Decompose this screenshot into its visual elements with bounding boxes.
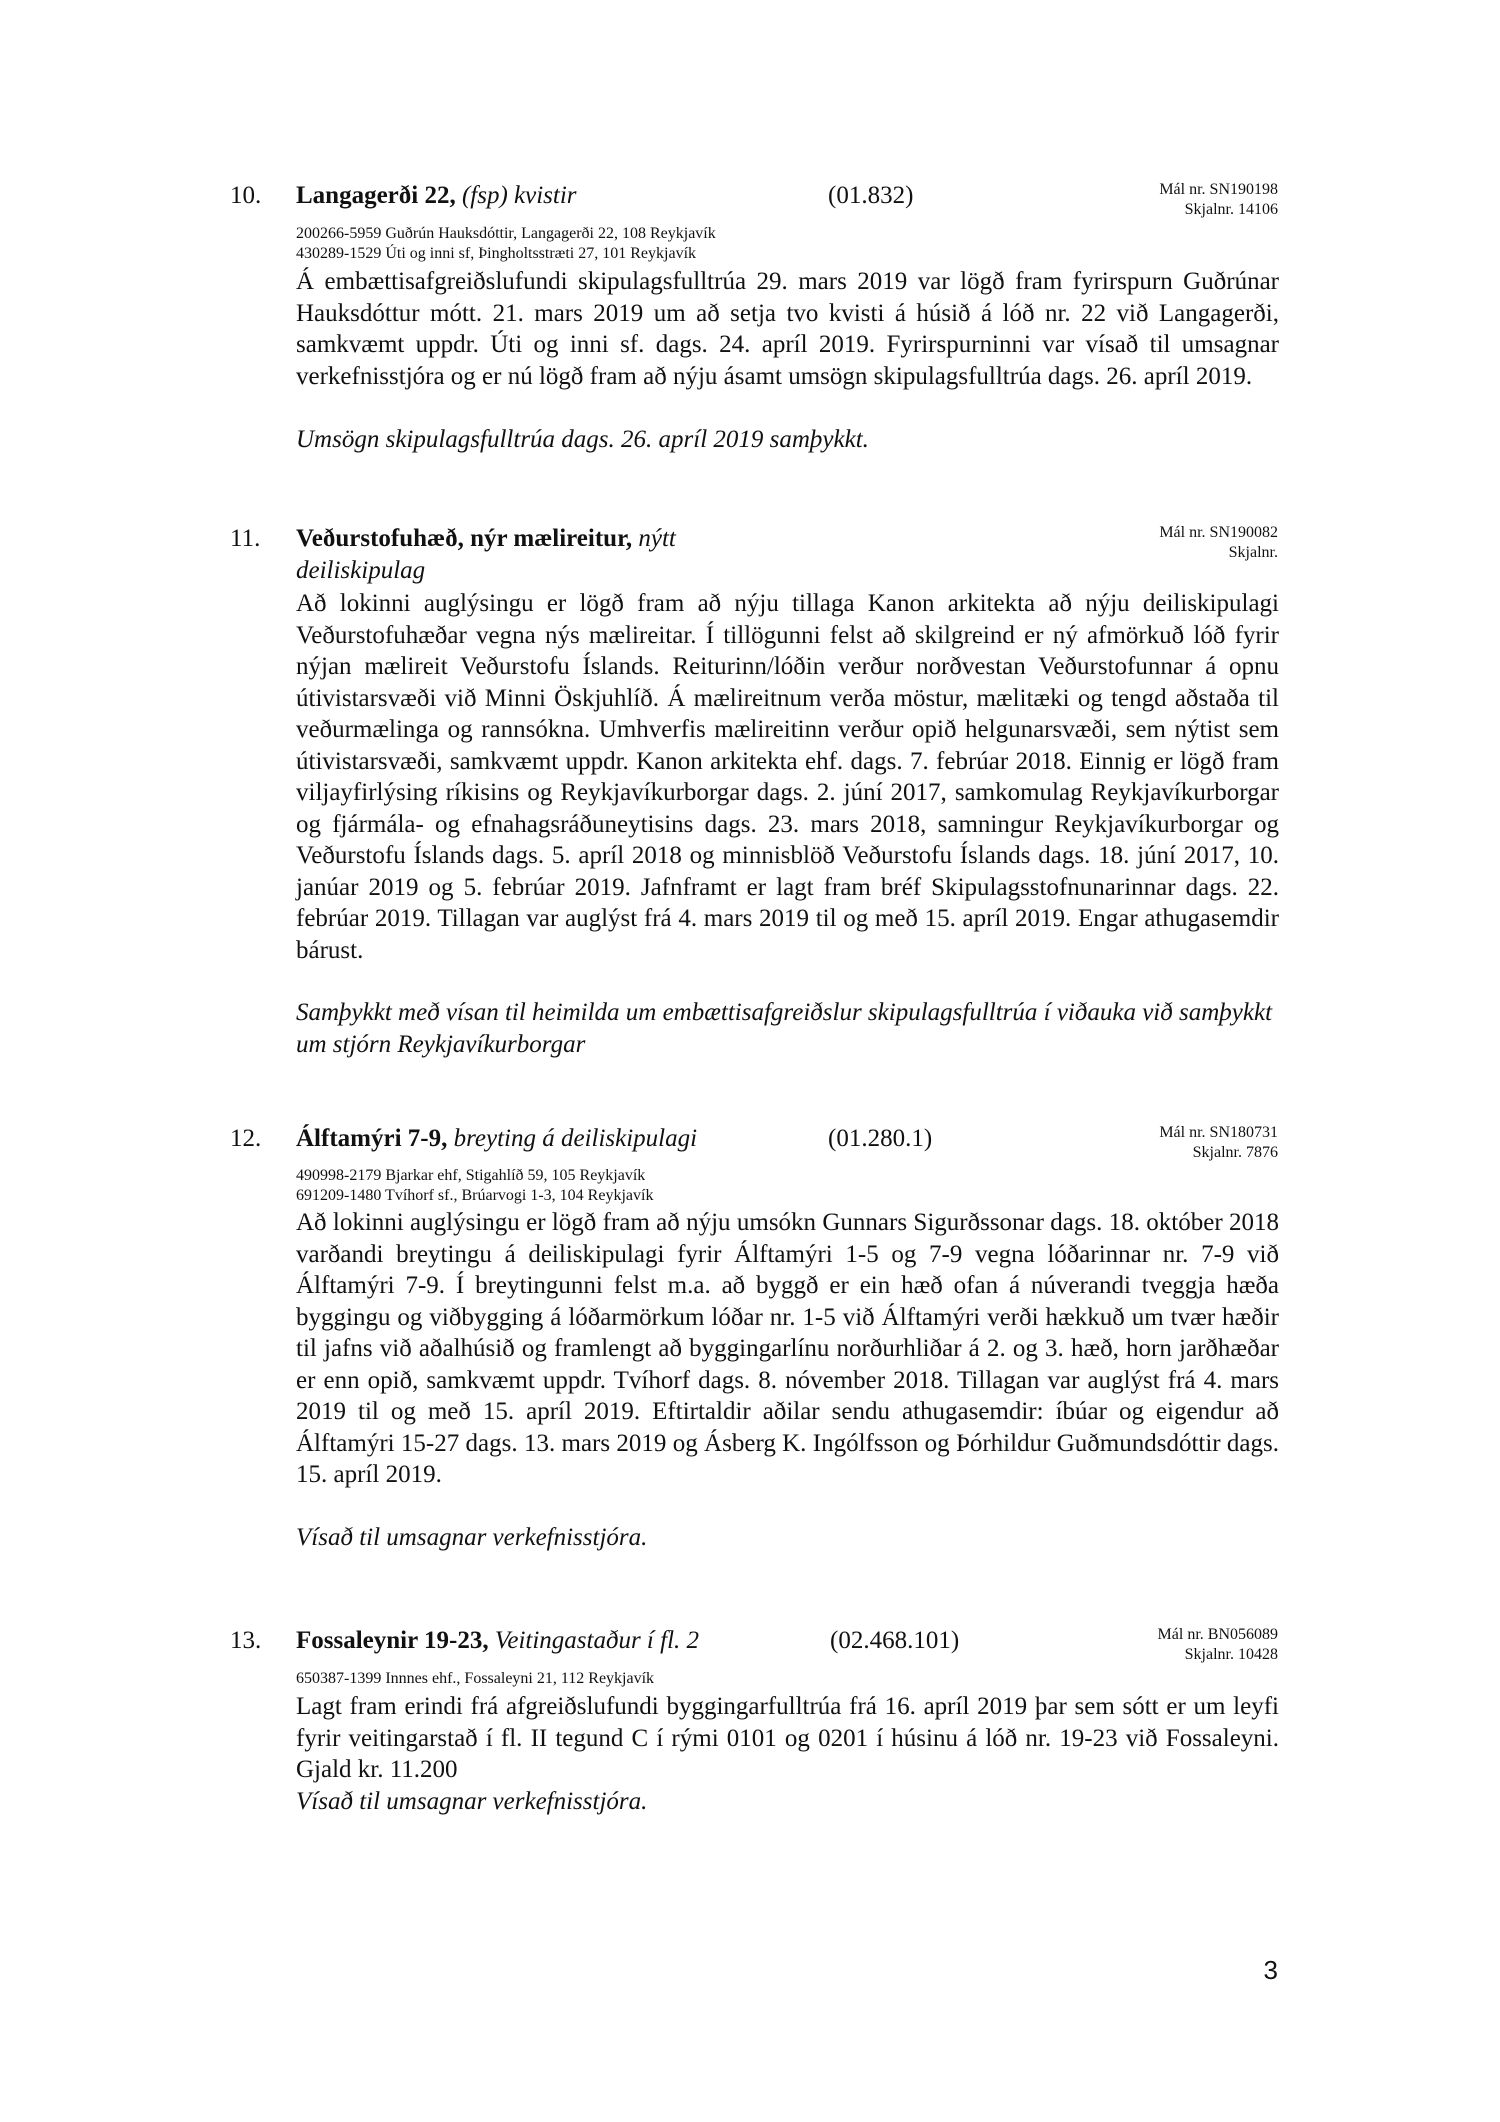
item-subtitle: breyting á deiliskipulagi [453,1125,698,1152]
item-reference [1158,1625,1278,1665]
item-body-text: Á embættisafgreiðslufundi skipulagsfulltrúa 29. mars 2019 var lögð fram fyrirspurn Guðrúnar Hauksdóttur mótt. 21. mars 2019 um að setja tvo kvisti á húsið á lóð nr. 22 við Langagerði, samkvæmt uppdr. Úti og inni sf. dags. 24. apríl 2019. Fyrirspurninni var vísað til umsagnar verkefnisstjóra og er nú lögð fram að nýju ásamt umsögn skipulagsfulltrúa dags. 26. apríl 2019. [296,268,1279,390]
party-line: 650387-1399 Innnes ehf., Fossaleyni 21, 112 Reykjavík [296,1670,655,1687]
item-body [296,1691,1279,1786]
item-parties [296,1669,654,1689]
item-number: 10. [230,182,262,209]
item-name: Veðurstofuhæð, nýr mælireitur, [296,525,633,552]
case-number: Mál nr. SN190198 [1159,181,1278,198]
item-body-text: Lagt fram erindi frá afgreiðslufundi byggingarfulltrúa frá 16. apríl 2019 þar sem sótt er um leyfi fyrir veitingarstað í fl. II tegund C í rými 0101 og 0201 í húsinu á lóð nr. 19-23 við Fossaleyni. Gjald kr. 11.200 [296,1693,1279,1783]
item-conclusion: Vísað til umsagnar verkefnisstjóra. [296,1524,648,1551]
item-code: (02.468.101) [830,1627,960,1654]
item-reference [1159,523,1278,563]
case-number: Mál nr. SN180731 [1159,1124,1278,1141]
document-number: Skjalnr. 14106 [1184,201,1278,218]
item-subtitle: Veitingastaður í fl. 2 [494,1627,700,1654]
item-title [296,1625,699,1657]
item-parties [296,224,716,264]
item-number: 12. [230,1125,262,1152]
item-title [296,180,577,212]
item-reference [1159,1123,1278,1163]
party-line: 200266-5959 Guðrún Hauksdóttir, Langagerði 22, 108 Reykjavík [296,225,716,242]
item-code: (01.280.1) [828,1125,933,1152]
item-conclusion: Umsögn skipulagsfulltrúa dags. 26. apríl 2019 samþykkt. [296,426,869,453]
item-name: Álftamýri 7-9, [296,1125,448,1152]
item-subtitle: (fsp) kvistir [461,182,577,209]
item-conclusion: Vísað til umsagnar verkefnisstjóra. [296,1788,648,1815]
item-reference [1159,180,1278,220]
document-number: Skjalnr. [1228,544,1278,561]
case-number: Mál nr. SN190082 [1159,524,1278,541]
item-body-text: Að lokinni auglýsingu er lögð fram að nýju tillaga Kanon arkitekta að nýju deiliskipulagi Veðurstofuhæðar vegna nýs mælireitar. Í tillögunni felst að skilgreind er ný afmörkuð lóð fyrir nýjan mælireit Veðurstofu Íslands. Reiturinn/lóðin verður norðvestan Veðurstofunnar á opnu útivistarsvæði við Minni Öskjuhlíð. Á mælireitnum verða möstur, mælitæki og tengd aðstaða til veðurmælinga og rannsókna. Umhverfis mælireitinn verður opið helgunarsvæði, sem nýtist sem útivistarsvæði, samkvæmt uppdr. Kanon arkitekta ehf. dags. 7. febrúar 2018. Einnig er lögð fram viljayfirlýsing ríkisins og Reykjavíkurborgar dags. 2. júní 2017, samkomulag Reykjavíkurborgar og fjármála- og efnahagsráðuneytisins dags. 23. mars 2018, samningur Reykjavíkurborgar og Veðurstofu Íslands dags. 5. apríl 2018 og minnisblöð Veðurstofu Íslands dags. 18. júní 2017, 10. janúar 2019 og 5. febrúar 2019. Jafnframt er lagt fram bréf Skipulagsstofnunarinnar dags. 22. febrúar 2019. Tillagan var auglýst frá 4. mars 2019 til og með 15. apríl 2019. Engar athugasemdir bárust. [296,590,1279,964]
item-body [296,588,1279,966]
item-subtitle: nýtt [638,525,676,552]
item-code: (01.832) [828,182,914,209]
document-number: Skjalnr. 7876 [1192,1144,1278,1161]
item-title [296,1123,697,1155]
document-number: Skjalnr. 10428 [1184,1646,1278,1663]
item-parties [296,1166,653,1206]
item-subtitle-continued: deiliskipulag [296,557,426,584]
case-number: Mál nr. BN056089 [1157,1626,1278,1643]
item-name: Langagerði 22, [296,182,456,209]
party-line: 691209-1480 Tvíhorf sf., Brúarvogi 1-3, 104 Reykjavík [296,1187,654,1204]
party-line: 430289-1529 Úti og inni sf, Þingholtsstræti 27, 101 Reykjavík [296,245,697,262]
item-body-text: Að lokinni auglýsingu er lögð fram að nýju umsókn Gunnars Sigurðssonar dags. 18. október 2018 varðandi breytingu á deiliskipulagi fyrir Álftamýri 1-5 og 7-9 vegna lóðarinnar nr. 7-9 við Álftamýri 7-9. Í breytingunni felst m.a. að byggð er ein hæð ofan á núverandi tveggja hæða byggingu og viðbygging á lóðarmörkum lóðar nr. 1-5 við Álftamýri verði hækkuð um tvær hæðir til jafns við aðalhúsið og framlengt að byggingarlínu norðurhliðar á 2. og 3. hæð, horn jarðhæðar er enn opið, samkvæmt uppdr. Tvíhorf dags. 8. nóvember 2018. Tillagan var auglýst frá 4. mars 2019 til og með 15. apríl 2019. Eftirtaldir aðilar sendu athugasemdir: íbúar og eigendur að Álftamýri 15-27 dags. 13. mars 2019 og Ásberg K. Ingólfsson og Þórhildur Guðmundsdóttir dags. 15. apríl 2019. [296,1209,1279,1488]
item-body [296,266,1279,392]
item-title [296,523,676,555]
item-conclusion: Samþykkt með vísan til heimilda um embættisafgreiðslur skipulagsfulltrúa í viðauka við samþykkt um stjórn Reykjavíkurborgar [296,999,1273,1058]
item-name: Fossaleynir 19-23, [296,1627,489,1654]
party-line: 490998-2179 Bjarkar ehf, Stigahlíð 59, 105 Reykjavík [296,1167,646,1184]
page-number: 3 [1263,1955,1278,1985]
item-number: 13. [230,1627,262,1654]
item-body [296,1207,1279,1491]
item-number: 11. [230,525,261,552]
